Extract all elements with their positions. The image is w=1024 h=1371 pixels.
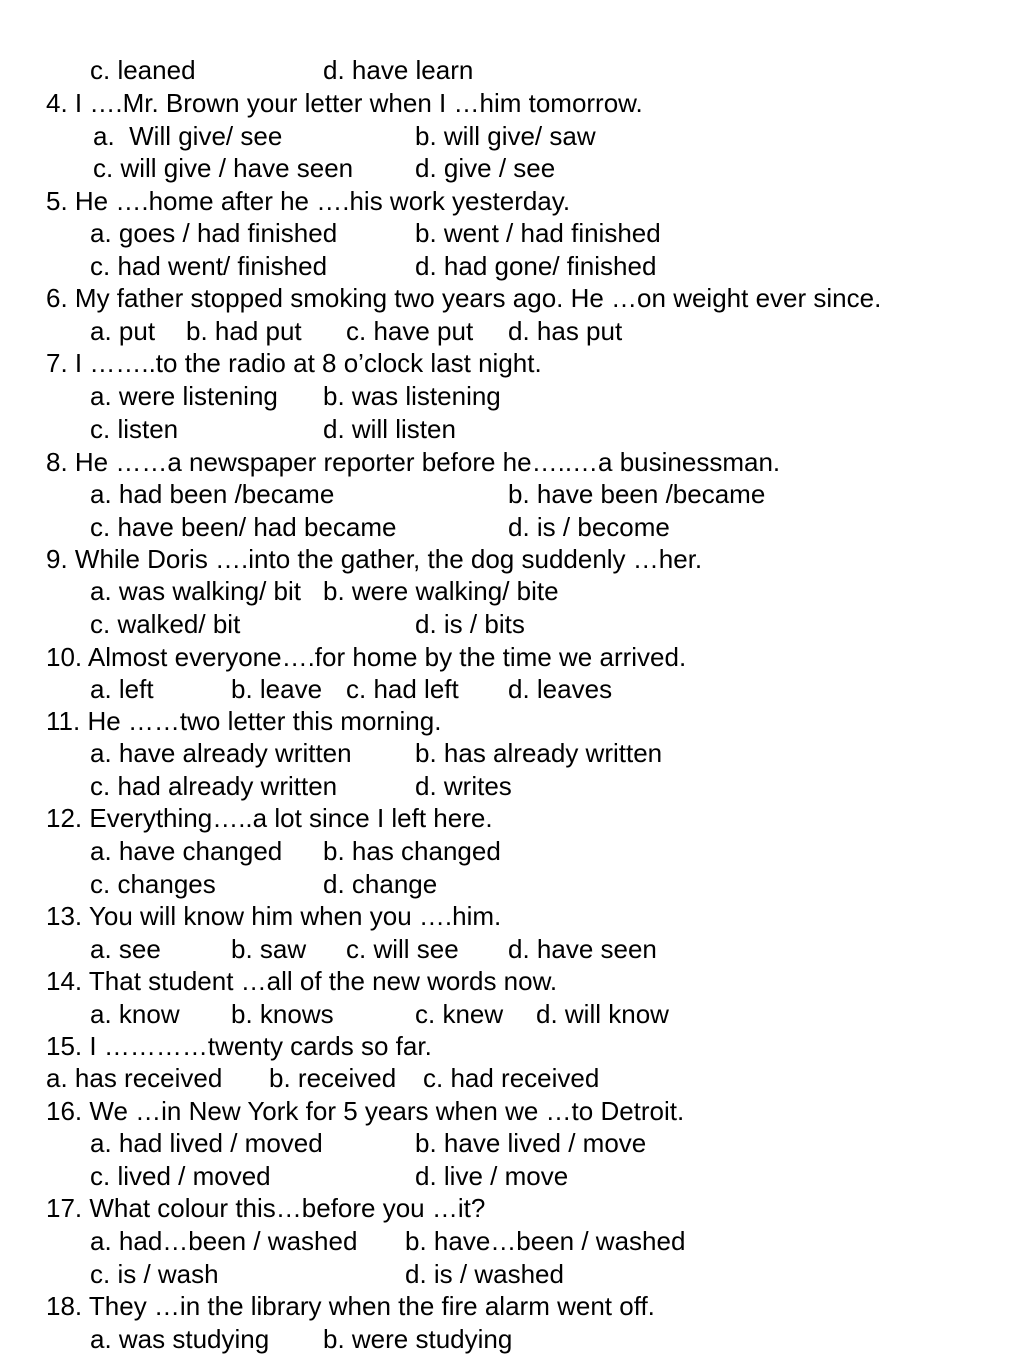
- question-text: 4. I ….Mr. Brown your letter when I …him tomorrow.: [46, 88, 643, 118]
- question-text: 14. That student …all of the new words now.: [46, 966, 558, 996]
- answer-option: d. give / see: [415, 153, 556, 183]
- answer-option: c. changes: [90, 869, 216, 899]
- question-line: [0, 446, 1024, 479]
- question-text: 9. While Doris ….into the gather, the dog suddenly …her.: [46, 544, 703, 574]
- answer-option: a. had been /became: [90, 479, 335, 509]
- answer-option: a. left: [90, 674, 154, 704]
- answer-option: d. is / washed: [405, 1259, 564, 1289]
- question-line: [0, 965, 1024, 998]
- answer-option: a. was studying: [90, 1324, 270, 1354]
- options-line: [0, 835, 1024, 868]
- answer-option: b. has already written: [415, 738, 663, 768]
- options-line: [0, 152, 1024, 185]
- question-line: [0, 900, 1024, 933]
- answer-option: c. lived / moved: [90, 1161, 271, 1191]
- answer-option: c. leaned: [90, 55, 196, 85]
- answer-option: d. has put: [508, 316, 623, 346]
- options-line: [0, 1323, 1024, 1356]
- answer-option: c. have been/ had became: [90, 512, 397, 542]
- answer-option: c. had left: [346, 674, 459, 704]
- answer-option: c. have put: [346, 316, 474, 346]
- options-line: [0, 380, 1024, 413]
- question-line: [0, 347, 1024, 380]
- answer-option: d. leaves: [508, 674, 613, 704]
- question-text: 11. He ……two letter this morning.: [46, 706, 442, 736]
- options-line: [0, 1225, 1024, 1258]
- answer-option: c. knew: [415, 999, 504, 1029]
- answer-option: b. had put: [186, 316, 302, 346]
- options-line: [0, 1127, 1024, 1160]
- answer-option: b. leave: [231, 674, 323, 704]
- question-text: 12. Everything…..a lot since I left here.: [46, 803, 493, 833]
- answer-option: a. were listening: [90, 381, 278, 411]
- question-line: [0, 282, 1024, 315]
- answer-option: c. had received: [423, 1063, 600, 1093]
- answer-option: a. had…been / washed: [90, 1226, 358, 1256]
- answer-option: b. went / had finished: [415, 218, 661, 248]
- question-line: [0, 1030, 1024, 1063]
- answer-option: b. were studying: [323, 1324, 513, 1354]
- answer-option: a. Will give/ see: [93, 121, 283, 151]
- question-text: 10. Almost everyone….for home by the time we arrived.: [46, 642, 687, 672]
- answer-option: b. received: [269, 1063, 397, 1093]
- question-text: 6. My father stopped smoking two years ago. He …on weight ever since.: [46, 283, 882, 313]
- options-line: [0, 608, 1024, 641]
- options-line: [0, 315, 1024, 348]
- answer-option: a. put: [90, 316, 156, 346]
- answer-option: c. had already written: [90, 771, 338, 801]
- answer-option: d. is / become: [508, 512, 670, 542]
- options-line: [0, 217, 1024, 250]
- answer-option: b. have…been / washed: [405, 1226, 686, 1256]
- question-line: [0, 641, 1024, 674]
- question-line: [0, 705, 1024, 738]
- options-line: [0, 1258, 1024, 1291]
- question-line: [0, 87, 1024, 120]
- answer-option: b. knows: [231, 999, 334, 1029]
- answer-option: a. have already written: [90, 738, 352, 768]
- question-line: [0, 185, 1024, 218]
- options-line: [0, 511, 1024, 544]
- answer-option: b. saw: [231, 934, 307, 964]
- answer-option: a. has received: [46, 1063, 223, 1093]
- answer-option: d. is / bits: [415, 609, 525, 639]
- answer-option: c. listen: [90, 414, 179, 444]
- options-line: [0, 1062, 1024, 1095]
- answer-option: d. change: [323, 869, 438, 899]
- answer-option: a. had lived / moved: [90, 1128, 323, 1158]
- question-text: 18. They …in the library when the fire alarm went off.: [46, 1291, 655, 1321]
- question-text: 16. We …in New York for 5 years when we …to Detroit.: [46, 1096, 685, 1126]
- question-text: 5. He ….home after he ….his work yesterday.: [46, 186, 571, 216]
- question-text: 15. I …………twenty cards so far.: [46, 1031, 432, 1061]
- question-line: [0, 802, 1024, 835]
- question-line: [0, 1192, 1024, 1225]
- answer-option: d. have learn: [323, 55, 474, 85]
- options-line: [0, 770, 1024, 803]
- answer-option: d. live / move: [415, 1161, 569, 1191]
- answer-option: d. had gone/ finished: [415, 251, 657, 281]
- answer-option: d. will listen: [323, 414, 456, 444]
- question-line: [0, 543, 1024, 576]
- answer-option: b. was listening: [323, 381, 501, 411]
- question-text: 13. You will know him when you ….him.: [46, 901, 502, 931]
- answer-option: a. know: [90, 999, 180, 1029]
- options-line: [0, 250, 1024, 283]
- answer-option: a. goes / had finished: [90, 218, 338, 248]
- question-line: [0, 1095, 1024, 1128]
- answer-option: b. have lived / move: [415, 1128, 647, 1158]
- answer-option: a. was walking/ bit: [90, 576, 301, 606]
- options-line: [0, 1160, 1024, 1193]
- question-text: 8. He ……a newspaper reporter before he…..…a businessman.: [46, 447, 781, 477]
- options-line: [0, 120, 1024, 153]
- answer-option: c. walked/ bit: [90, 609, 241, 639]
- options-line: [0, 998, 1024, 1031]
- options-line: [0, 933, 1024, 966]
- question-text: 17. What colour this…before you …it?: [46, 1193, 486, 1223]
- answer-option: b. were walking/ bite: [323, 576, 559, 606]
- answer-option: d. have seen: [508, 934, 657, 964]
- answer-option: d. will know: [536, 999, 669, 1029]
- options-line: [0, 478, 1024, 511]
- answer-option: c. is / wash: [90, 1259, 219, 1289]
- answer-option: a. see: [90, 934, 161, 964]
- answer-option: c. had went/ finished: [90, 251, 328, 281]
- options-line: [0, 673, 1024, 706]
- answer-option: c. will give / have seen: [93, 153, 354, 183]
- options-line: [0, 737, 1024, 770]
- question-line: [0, 1290, 1024, 1323]
- answer-option: c. will see: [346, 934, 459, 964]
- question-text: 7. I ……..to the radio at 8 o’clock last night.: [46, 348, 542, 378]
- options-line: [0, 575, 1024, 608]
- options-line: [0, 868, 1024, 901]
- answer-option: d. writes: [415, 771, 512, 801]
- options-line: [0, 413, 1024, 446]
- answer-option: b. has changed: [323, 836, 501, 866]
- options-line: [0, 54, 1024, 87]
- answer-option: b. will give/ saw: [415, 121, 596, 151]
- answer-option: a. have changed: [90, 836, 283, 866]
- answer-option: b. have been /became: [508, 479, 766, 509]
